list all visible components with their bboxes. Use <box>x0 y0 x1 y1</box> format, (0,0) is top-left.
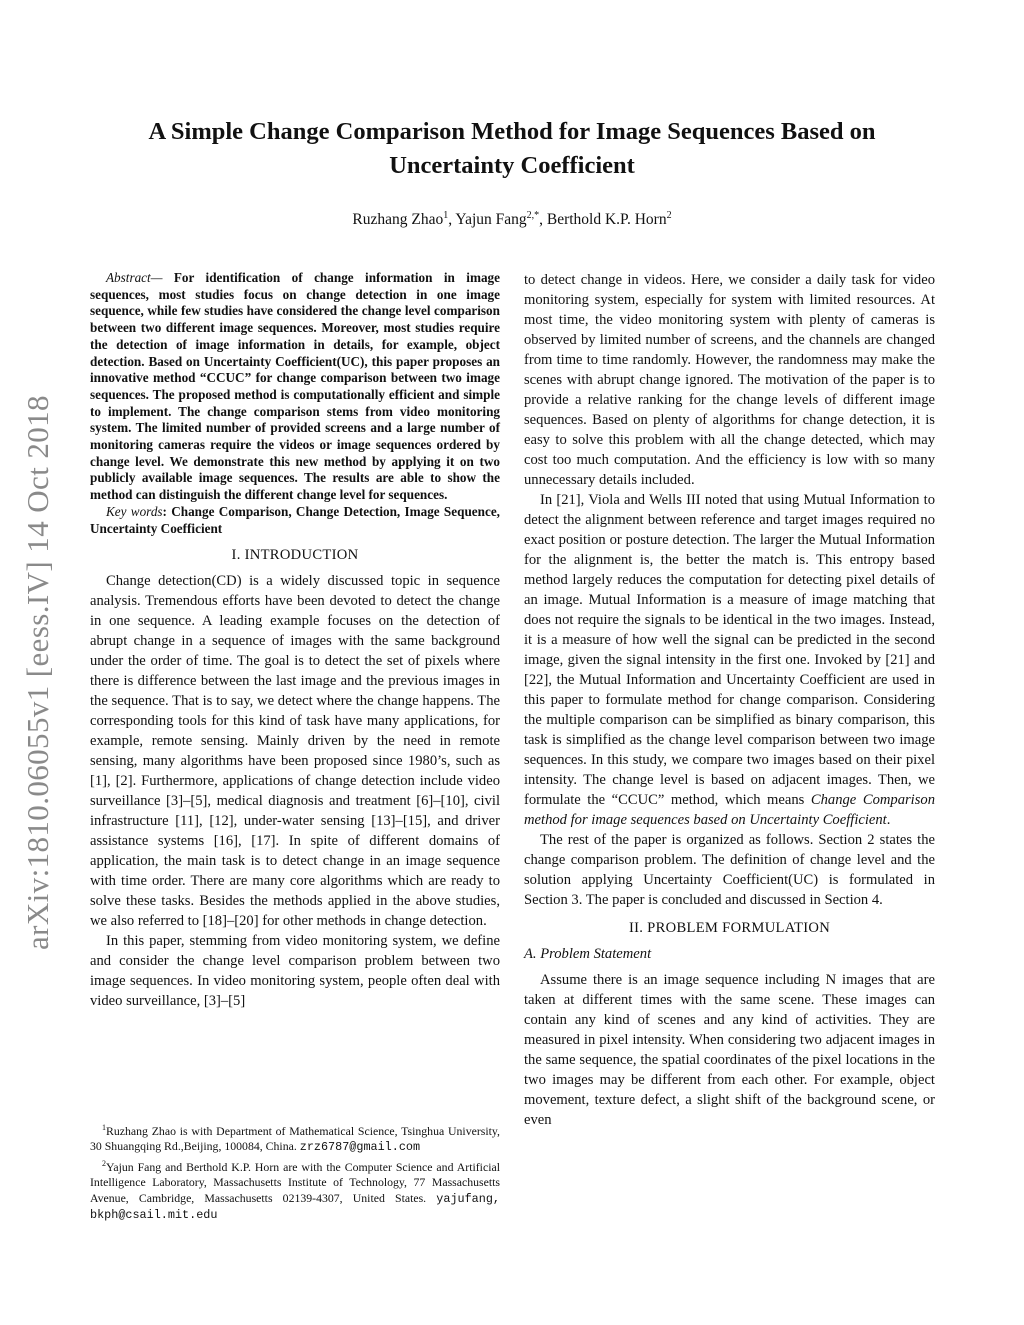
footnote-1-text: Ruzhang Zhao is with Department of Mathematical Science, Tsinghua University, 30 Shuangqing Rd.,Beijing, 100084, China. <box>90 1123 500 1154</box>
title-line-2: Uncertainty Coefficient <box>389 152 635 179</box>
left-column <box>90 270 500 1011</box>
author-3: Berthold K.P. Horn <box>546 211 667 229</box>
author-2-affil: 2,* <box>526 210 540 221</box>
keywords-text: : Change Comparison, Change Detection, Image Sequence, Uncertainty Coefficient <box>90 503 500 536</box>
footnote-2-email: yajufang, bkph@csail.mit.edu <box>90 1191 500 1223</box>
intro-paragraph-1: Change detection(CD) is a widely discussed topic in sequence analysis. Tremendous efforts have been devoted to detect the change in one sequence. A leading example focuses on the detection of abrupt change in a sequence of images with the same background under the order of time. The goal is to detect the set of pixels where there is difference between the last image and the previous images in the sequence. That is to say, we detect where the change happens. The corresponding tools for this kind of task have many applications, for example, remote sensing. Mainly driven by the need in remote sensing, many algorithms have been proposed since 1980’s, such as [1], [2]. Furthermore, applications of change detection include video surveillance [3]–[5], medical diagnosis and treatment [6]–[10], civil infrastructure [11], [12], under-water sensing [13]–[15], and driver assistance systems [16], [17]. In spite of different domains of application, the main task is to detect change in an image sequence with time order. There are many core algorithms which are ready to solve these tasks. Besides the methods applied in the above studies, we also referred to [18]–[20] for other methods in change detection. <box>90 573 500 930</box>
ccuc-definition: Change Comparison method for image sequences based on Uncertainty Coefficient <box>524 792 936 828</box>
right-column <box>524 270 935 1130</box>
author-2: Yajun Fang <box>455 211 527 229</box>
keywords <box>90 504 500 537</box>
footnote-2-marker: 2 <box>102 1158 106 1168</box>
author-1-affil: 1 <box>443 210 449 221</box>
arxiv-identifier: arXiv:1810.06055v1 [eess.IV] 14 Oct 2018 <box>20 395 55 950</box>
section-heading-problem-formulation: II. PROBLEM FORMULATION <box>628 920 831 936</box>
problem-paragraph-1: Assume there is an image sequence including N images that are taken at different times with the same scene. These images can contain any kind of scenes and any kind of activities. They are measured in pixel intensity. When considering two adjacent images in the same sequence, the spatial coordinates of the pixel locations in the two images may be different from each other. For example, object movement, texture defect, a slight shift of the background scene, or even <box>524 972 935 1128</box>
abstract <box>90 270 500 504</box>
author-list: Ruzhang Zhao$^1$, Yajun Fang$^{2,*}$, Berthold K.P. Horn$^2$ <box>352 210 672 229</box>
title-line-1: A Simple Change Comparison Method for Image Sequences Based on <box>148 118 876 145</box>
right-paragraph-2-end: . <box>886 812 891 828</box>
abstract-lead: Abstract— <box>106 270 163 285</box>
keywords-lead: Key words <box>106 503 163 519</box>
footnotes <box>90 1120 500 1224</box>
footnote-1-email: zrz6787@gmail.com <box>299 1140 421 1155</box>
section-heading-introduction: I. INTRODUCTION <box>231 547 359 564</box>
footnote-2-text: Yajun Fang and Berthold K.P. Horn are with the Computer Science and Artificial Intelligence Laboratory, Massachusetts Institute of Technology, 77 Massachusetts Avenue, Cambridge, Massachusetts 02139-4307, United States. <box>90 1159 500 1205</box>
subsection-heading-problem-statement: A. Problem Statement <box>524 946 652 962</box>
footnote-1 <box>90 1120 500 1156</box>
right-paragraph-2 <box>524 490 935 830</box>
intro-paragraph-2: In this paper, stemming from video monitoring system, we define and consider the change level comparison problem between two image sequences. In video monitoring system, people often deal with video surveillance, [3]–[5] <box>90 933 500 1010</box>
footnote-2 <box>90 1156 500 1224</box>
abstract-text: For identification of change information in image sequences, most studies focus on change detection in one image sequence, while few studies have considered the change level comparison between two different image sequences. Moreover, most studies require the detection of image information in details, for example, object detection. Based on Uncertainty Coefficient(UC), this paper proposes an innovative method “CCUC” for change comparison between two image sequences. The proposed method is computationally efficient and simple to implement. The change comparison stems from video monitoring system. The limited number of provided screens and a large number of monitoring cameras require the videos or image sequences ordered by change level. We demonstrate this new method by applying it on two publicly available image sequences. The results are able to show the method can distinguish the different change level for sequences. <box>90 270 500 503</box>
author-3-affil: 2 <box>666 210 672 221</box>
paper-title <box>80 115 944 183</box>
right-paragraph-2-text: In [21], Viola and Wells III noted that using Mutual Information to detect the alignment between reference and target images required no exact position or posture detection. The larger the Mutual Information for the alignment is, the better the match is. This entropy based method largely reduces the computation for detecting pixel details of an image. Mutual Information is a measure of image matching that does not require the signals to be identical in the two images. Instead, it is a measure of how well the signal can be predicted in the second image, given the signal intensity in the first one. Invoked by [21] and [22], the Mutual Information and Uncertainty Coefficient are used in this paper to formulate method for change comparison. Considering the multiple comparison can be simplified as binary comparison, this task is simplified as the change level comparison between two image sequences. In this study, we compare two images based on their pixel intensity. The change level is based on adjacent images. Then, we formulate the “CCUC” method, which means <box>524 492 935 808</box>
author-1: Ruzhang Zhao <box>352 211 444 229</box>
right-paragraph-3: The rest of the paper is organized as follows. Section 2 states the change comparison problem. The definition of change level and the solution applying Uncertainty Coefficient(UC) is formulated in Section 3. The paper is concluded and discussed in Section 4. <box>524 832 935 908</box>
footnote-1-marker: 1 <box>102 1123 106 1132</box>
right-paragraph-1: to detect change in videos. Here, we consider a daily task for video monitoring system, especially for system with limited resources. At most time, the video monitoring system with plenty of cameras is observed by limited number of screens, and the channels are changed from time to time randomly. However, the randomness may make the scenes with abrupt change ignored. The motivation of the paper is to provide a relative ranking for the change levels of different image sequences. Based on plenty of algorithms for change detection, it is easy to solve this problem with all the change detected, which may cost too much computation. And the efficiency is low with so many unnecessary details included. <box>524 272 935 488</box>
